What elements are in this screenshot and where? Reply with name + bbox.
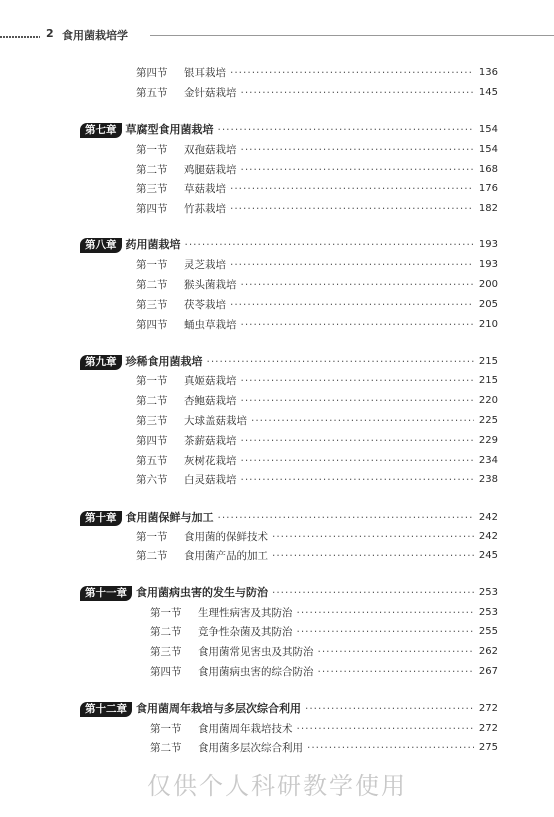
toc-entry-label [150,643,314,661]
section-title: 竹荪栽培 [184,203,226,215]
toc-entry-label [150,663,314,681]
section-title: 茯苓栽培 [184,299,226,311]
section-title: 食用菌的保鲜技术 [184,531,268,543]
dot-leader [272,547,474,565]
watermark: 仅供个人科研教学使用 [147,772,407,800]
section-title: 生理性病害及其防治 [198,607,293,619]
dot-leader [297,604,475,622]
running-header [0,0,554,40]
toc-entry-label [136,276,237,294]
section-title: 鸡腿菇栽培 [184,164,237,176]
toc-page-number: 182 [478,203,498,214]
section-number: 第一节 [136,259,168,271]
toc-page-number: 238 [478,474,498,485]
chapter-title: 药用菌栽培 [125,238,181,251]
toc-chapter-row [80,584,498,602]
toc-entry-label [136,316,237,334]
section-title: 食用菌病虫害的综合防治 [198,666,314,678]
toc-page-number: 205 [478,299,498,310]
toc-entry-label [136,141,237,159]
section-number: 第五节 [136,455,168,467]
toc-page-number: 242 [478,531,498,542]
toc-entry-label [136,84,237,102]
section-number: 第三节 [136,299,168,311]
toc-entry-label [150,720,293,738]
dot-leader [297,623,475,641]
toc-page-number: 154 [478,124,498,135]
section-number: 第四节 [136,67,168,79]
dot-leader [251,412,474,430]
section-title: 草菇栽培 [184,183,226,195]
chapter-number-badge: 第十章 [80,511,122,526]
section-number: 第二节 [136,164,168,176]
toc-page-number: 176 [478,183,498,194]
toc-page-number: 215 [478,356,498,367]
toc-entry-label [136,392,237,410]
toc-page-number: 193 [478,239,498,250]
toc-page-number: 225 [478,415,498,426]
section-title: 茶薪菇栽培 [184,435,237,447]
section-number: 第一节 [150,723,182,735]
dot-leader [241,84,475,102]
section-title: 杏鲍菇栽培 [184,395,237,407]
section-number: 第四节 [136,203,168,215]
toc-entry-label [150,604,293,622]
dot-leader [241,316,475,334]
section-title: 猴头菌栽培 [184,279,237,291]
section-number: 第二节 [136,550,168,562]
dot-leader [307,739,474,757]
toc-chapter-row [80,353,498,371]
toc-section-row [136,471,498,489]
section-number: 第一节 [136,144,168,156]
toc-entry-label [80,121,214,139]
toc-section-row [136,392,498,410]
toc-section-row [136,64,498,82]
section-title: 竞争性杂菌及其防治 [198,626,293,638]
toc-entry-label [136,471,237,489]
toc-section-row [150,663,498,681]
toc-section-row [136,316,498,334]
toc-section-row [136,372,498,390]
section-number: 第六节 [136,474,168,486]
dot-leader [305,700,474,718]
toc-page-number: 242 [478,512,498,523]
header-decoration [0,36,40,38]
toc-section-row [136,84,498,102]
dot-leader [230,200,474,218]
dot-leader [230,180,474,198]
section-number: 第四节 [136,319,168,331]
toc-entry-label [136,161,237,179]
section-title: 食用菌周年栽培技术 [198,723,293,735]
toc-entry-label [136,528,268,546]
dot-leader [207,353,475,371]
toc-entry-label [136,412,247,430]
dot-leader [241,452,475,470]
toc-page-number: 145 [478,87,498,98]
dot-leader [318,663,475,681]
toc-chapter-row [80,236,498,254]
toc-section-row [150,604,498,622]
dot-leader [230,256,474,274]
toc-chapter-row [80,121,498,139]
section-number: 第二节 [136,279,168,291]
toc-entry-label [136,256,226,274]
toc-section-row [136,200,498,218]
dot-leader [297,720,475,738]
toc-section-row [150,720,498,738]
section-number: 第三节 [150,646,182,658]
dot-leader [218,121,475,139]
chapter-title: 食用菌保鲜与加工 [125,511,214,524]
section-title: 灰树花栽培 [184,455,237,467]
toc-page-number: 267 [478,666,498,677]
toc-section-row [136,141,498,159]
dot-leader [241,141,475,159]
toc-entry-label [136,372,237,390]
dot-leader [272,584,474,602]
dot-leader [241,372,475,390]
section-number: 第三节 [136,183,168,195]
toc-entry-label [80,584,268,602]
toc-page-number: 215 [478,375,498,386]
toc-entry-label [136,452,237,470]
toc-page-number: 210 [478,319,498,330]
header-rule [150,35,554,36]
toc-section-row [136,296,498,314]
toc-entry-label [136,296,226,314]
section-title: 真姬菇栽培 [184,375,237,387]
toc-page-number: 229 [478,435,498,446]
page-number: 2 [46,27,54,40]
toc-entry-label [136,432,237,450]
section-title: 食用菌多层次综合利用 [198,742,303,754]
section-number: 第三节 [136,415,168,427]
section-title: 白灵菇栽培 [184,474,237,486]
toc-section-row [136,412,498,430]
toc-section-row [150,623,498,641]
toc-page-number: 168 [478,164,498,175]
section-title: 金针菇栽培 [184,87,237,99]
section-title: 双孢菇栽培 [184,144,237,156]
toc-section-row [136,432,498,450]
section-title: 大球盖菇栽培 [184,415,247,427]
toc-section-row [136,180,498,198]
toc-section-row [136,547,498,565]
toc-page-number: 275 [478,742,498,753]
toc-page-number: 200 [478,279,498,290]
section-number: 第二节 [150,626,182,638]
toc-section-row [136,256,498,274]
toc-page-number: 272 [478,723,498,734]
toc-section-row [136,161,498,179]
toc-page-number: 154 [478,144,498,155]
section-number: 第一节 [136,531,168,543]
toc-chapter-row [80,509,498,527]
toc-page-number: 272 [478,703,498,714]
toc-section-row [136,528,498,546]
section-number: 第五节 [136,87,168,99]
section-number: 第二节 [150,742,182,754]
toc-page-number: 245 [478,550,498,561]
chapter-title: 食用菌病虫害的发生与防治 [136,586,268,599]
section-number: 第二节 [136,395,168,407]
section-title: 食用菌常见害虫及其防治 [198,646,314,658]
section-title: 灵芝栽培 [184,259,226,271]
toc-entry-label [136,180,226,198]
section-title: 银耳栽培 [184,67,226,79]
chapter-number-badge: 第九章 [80,355,122,370]
dot-leader [241,432,475,450]
dot-leader [241,276,475,294]
section-title: 食用菌产品的加工 [184,550,268,562]
book-title: 食用菌栽培学 [62,29,128,42]
dot-leader [230,296,474,314]
toc-chapter-row [80,700,498,718]
section-number: 第一节 [136,375,168,387]
toc-entry-label [150,623,293,641]
chapter-number-badge: 第十一章 [80,586,132,601]
chapter-number-badge: 第十二章 [80,702,132,717]
chapter-title: 食用菌周年栽培与多层次综合利用 [136,702,301,715]
dot-leader [185,236,475,254]
chapter-title: 草腐型食用菌栽培 [125,123,214,136]
toc-section-row [150,643,498,661]
dot-leader [241,392,475,410]
toc-page-number: 255 [478,626,498,637]
section-title: 蛹虫草栽培 [184,319,237,331]
dot-leader [241,161,475,179]
dot-leader [318,643,475,661]
toc-entry-label [136,64,226,82]
dot-leader [230,64,474,82]
toc-page-number: 193 [478,259,498,270]
toc-section-row [136,276,498,294]
toc-section-row [136,452,498,470]
toc-entry-label [80,700,301,718]
toc-page-number: 234 [478,455,498,466]
toc-page-number: 136 [478,67,498,78]
section-number: 第四节 [136,435,168,447]
dot-leader [272,528,474,546]
dot-leader [218,509,475,527]
toc-entry-label [80,509,214,527]
dot-leader [241,471,475,489]
toc-entry-label [136,200,226,218]
chapter-title: 珍稀食用菌栽培 [125,355,203,368]
toc-page-number: 253 [478,607,498,618]
section-number: 第一节 [150,607,182,619]
chapter-number-badge: 第七章 [80,123,122,138]
toc-entry-label [136,547,268,565]
toc-entry-label [80,236,181,254]
section-number: 第四节 [150,666,182,678]
toc-page-number: 262 [478,646,498,657]
toc-entry-label [150,739,303,757]
chapter-number-badge: 第八章 [80,238,122,253]
toc-section-row [150,739,498,757]
toc-page-number: 220 [478,395,498,406]
toc-page-number: 253 [478,587,498,598]
toc-entry-label [80,353,203,371]
